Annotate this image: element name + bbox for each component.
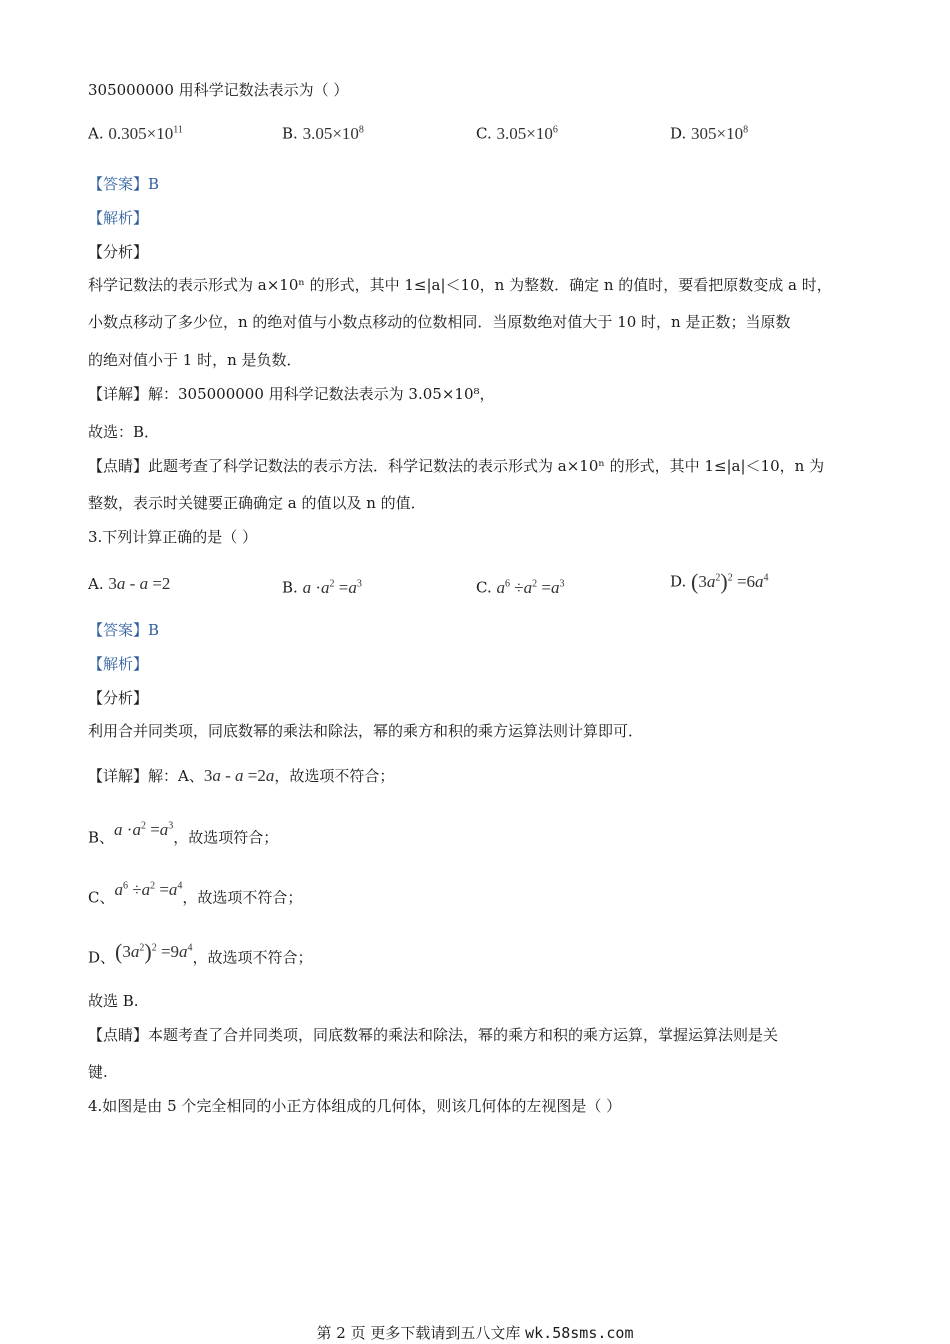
- q2-option-b-base: 3.05×10: [302, 123, 359, 143]
- q3-detail-a: [88, 766, 394, 786]
- q3-option-d-label: D.: [670, 572, 687, 591]
- q2-option-d-math: [691, 124, 748, 143]
- q2-stem: 305000000 用科学记数法表示为（ ）: [88, 81, 349, 99]
- q3-option-c-label: C.: [476, 578, 492, 597]
- q3-detail-b-math: $a \cdot a^2 =a^3$: [114, 819, 174, 839]
- q2-option-b-math: [303, 124, 364, 143]
- q3-detail-a-prefix: 【详解】解：A、: [88, 767, 204, 785]
- q3-detail-a-math: 3a - a =2a: [203, 766, 275, 785]
- q2-option-c: [476, 120, 558, 144]
- q3-detail-d-math: $(3a^2)^2 =9a^4$: [115, 938, 193, 964]
- q4-stem: 4.如图是由 5 个完全相同的小正方体组成的几何体，则该几何体的左视图是（ ）: [88, 1097, 622, 1115]
- q3-option-a: [88, 574, 170, 594]
- q2-option-c-exp: 6: [552, 124, 558, 135]
- q3-option-a-label: A.: [88, 575, 104, 593]
- q3-comment-line-2: 键.: [88, 1063, 108, 1081]
- q3-answer: 【答案】B: [88, 621, 160, 639]
- q3-detail-c-prefix: C、: [88, 888, 115, 907]
- q2-option-a-exp: 11: [173, 124, 183, 135]
- q3-detail-d-suffix: ，故选项不符合；: [192, 948, 313, 967]
- q2-option-a-base: 0.305×10: [108, 123, 174, 143]
- q3-fenxi-tag: 【分析】: [88, 689, 149, 707]
- q2-option-d-label: D.: [670, 124, 687, 143]
- q2-option-d-exp: 8: [743, 124, 749, 135]
- q2-fenxi-line-2: 小数点移动了多少位，n 的绝对值与小数点移动的位数相同．当原数绝对值大于 10 时，n 是正数；当原数: [88, 313, 791, 331]
- q3-comment-line-1: 【点睛】本题考查了合并同类项，同底数幂的乘法和除法，幂的乘方和积的乘方运算，掌握运算法则是关: [88, 1026, 779, 1044]
- q3-option-c-math: $a^6 \div a^2 =a^3$: [496, 577, 565, 597]
- q2-option-a-math: [108, 124, 182, 143]
- q3-option-b: [282, 574, 362, 598]
- q3-detail-c-suffix: ，故选项不符合；: [182, 888, 303, 907]
- q3-option-a-math: 3a - a =2: [108, 574, 171, 593]
- q2-option-b-label: B.: [282, 124, 298, 143]
- q2-analysis-tag: 【解析】: [88, 209, 149, 227]
- q2-option-c-label: C.: [476, 124, 492, 143]
- q2-comment-line-2: 整数，表示时关键要正确确定 a 的值以及 n 的值．: [88, 494, 426, 512]
- q2-option-d-base: 305×10: [691, 123, 744, 143]
- q2-option-a-label: A.: [88, 124, 104, 143]
- q3-option-b-label: B.: [282, 578, 298, 597]
- q2-option-a: [88, 120, 183, 144]
- q3-detail-d-prefix: D、: [88, 948, 116, 967]
- q2-comment-line-1: 【点睛】此题考查了科学记数法的表示方法．科学记数法的表示形式为 a×10ⁿ 的形式，其中 1≤|a|＜10，n 为: [88, 457, 825, 475]
- footer-page-text: 第 2 页 更多下载请到五八文库: [316, 1324, 526, 1342]
- q3-fenxi-line-1: 利用合并同类项，同底数幂的乘法和除法，幂的乘方和积的乘方运算法则计算即可．: [88, 722, 644, 740]
- q2-detail: 【详解】解：305000000 用科学记数法表示为 3.05×10⁸，: [88, 385, 495, 403]
- q3-detail-d: [88, 938, 313, 968]
- q2-fenxi-tag: 【分析】: [88, 243, 149, 261]
- q2-option-b-exp: 8: [358, 124, 364, 135]
- q3-option-b-math: $a \cdot a^2 =a^3$: [302, 577, 362, 597]
- q3-stem: 3.下列计算正确的是（ ）: [88, 528, 258, 546]
- q3-detail-b-prefix: B、: [88, 828, 115, 847]
- q3-option-d: [670, 568, 769, 592]
- q2-fenxi-line-3: 的绝对值小于 1 时，n 是负数．: [88, 351, 302, 369]
- q2-answer: [88, 174, 159, 194]
- q3-option-d-math: $(3a^2)^2 =6a^4$: [691, 568, 769, 594]
- footer-site-link[interactable]: wk.58sms.com: [525, 1324, 634, 1342]
- q2-answer-text: 【答案】B: [88, 175, 160, 193]
- q2-option-b: [282, 120, 364, 144]
- q2-fenxi-line-1: 科学记数法的表示形式为 a×10ⁿ 的形式，其中 1≤|a|＜10，n 为整数．确定 n 的值时，要看把原数变成 a 时，: [88, 276, 832, 294]
- q3-option-c: [476, 574, 564, 598]
- q3-detail-b: [88, 819, 279, 848]
- q3-analysis-tag: 【解析】: [88, 655, 149, 673]
- q3-detail-a-suffix: ，故选项不符合；: [274, 767, 395, 785]
- q3-detail-c-math: $a^6 \div a^2 =a^4$: [114, 879, 183, 899]
- q2-option-d: [670, 120, 748, 144]
- q2-option-c-base: 3.05×10: [496, 123, 553, 143]
- q2-option-c-math: [497, 124, 558, 143]
- q3-detail-c: [88, 879, 303, 908]
- q3-choose: 故选 B.: [88, 992, 139, 1010]
- q2-choose: 故选：B．: [88, 423, 160, 441]
- page-footer: [0, 1322, 950, 1343]
- q3-detail-b-suffix: ，故选项符合；: [173, 828, 279, 847]
